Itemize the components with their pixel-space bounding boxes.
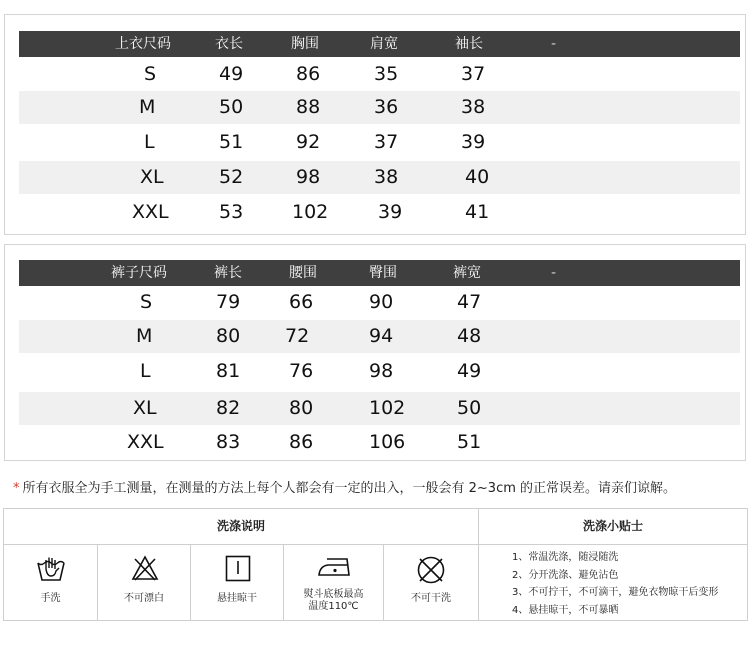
sleeve-cell: 39 (461, 131, 486, 153)
care-label: 悬挂晾干 (217, 593, 257, 604)
measurement-note (13, 477, 676, 496)
care-item-no-bleach (98, 545, 191, 620)
iron-icon (317, 555, 353, 579)
care-item-hang-dry (191, 545, 284, 620)
width-cell: 51 (457, 431, 482, 453)
care-label: 不可干洗 (411, 593, 451, 604)
size-cell: S (140, 291, 153, 313)
no-dry-clean-icon (416, 555, 446, 585)
length-cell: 49 (219, 63, 244, 85)
length-cell: 80 (216, 325, 241, 347)
length-cell: 52 (219, 166, 244, 188)
table-row (19, 161, 740, 194)
table-row (19, 91, 740, 124)
waist-cell: 66 (289, 291, 314, 313)
header-shoulder: 肩宽 (370, 36, 398, 52)
header-length: 衣长 (215, 36, 243, 52)
length-cell: 79 (216, 291, 241, 313)
shoulder-cell: 36 (374, 96, 399, 118)
header-length: 裤长 (214, 265, 242, 281)
washing-title: 洗涤说明 (4, 509, 479, 545)
tip-item: 4、悬挂晾干，不可暴晒 (512, 604, 619, 616)
length-cell: 53 (219, 201, 244, 223)
hand-wash-icon (35, 555, 67, 585)
header-size: 上衣尺码 (115, 36, 171, 52)
care-label: 不可漂白 (124, 593, 164, 604)
top-size-table (4, 14, 746, 235)
no-bleach-icon (131, 555, 159, 581)
length-cell: 82 (216, 397, 241, 419)
size-cell: XXL (127, 431, 164, 453)
sleeve-cell: 37 (461, 63, 486, 85)
hang-dry-icon (225, 555, 251, 583)
table-header (19, 260, 740, 286)
table-row (19, 392, 740, 425)
size-cell: S (144, 63, 157, 85)
waist-cell: 72 (285, 325, 310, 347)
shoulder-cell: 37 (374, 131, 399, 153)
chest-cell: 92 (296, 131, 321, 153)
chest-cell: 86 (296, 63, 321, 85)
care-item-iron (284, 545, 384, 620)
shoulder-cell: 35 (374, 63, 399, 85)
care-item-no-dry-clean (384, 545, 479, 620)
sleeve-cell: 41 (465, 201, 490, 223)
size-cell: XL (133, 397, 157, 419)
table-row (19, 196, 740, 229)
table-row (19, 58, 740, 91)
pants-size-table (4, 244, 746, 461)
width-cell: 47 (457, 291, 482, 313)
tip-item: 1、常温洗涤，随浸随洗 (512, 552, 619, 563)
size-cell: XXL (132, 201, 169, 223)
width-cell: 49 (457, 360, 482, 382)
note-star: * (13, 481, 20, 496)
header-dash: - (551, 36, 557, 52)
hip-cell: 106 (369, 431, 406, 453)
size-cell: L (144, 131, 155, 153)
sleeve-cell: 40 (465, 166, 490, 188)
waist-cell: 76 (289, 360, 314, 382)
note-text: 所有衣服全为手工测量，在测量的方法上每个人都会有一定的出入，一般会有 2~3cm 的正常误差。请亲们谅解。 (22, 481, 677, 496)
table-row (19, 320, 740, 353)
sleeve-cell: 38 (461, 96, 486, 118)
table-header (19, 31, 740, 57)
washing-tips-list (512, 549, 718, 619)
table-row (19, 426, 740, 459)
chest-cell: 102 (292, 201, 329, 223)
size-cell: L (140, 360, 151, 382)
header-chest: 胸围 (291, 36, 319, 52)
care-item-hand-wash (4, 545, 98, 620)
table-row (19, 126, 740, 159)
header-size: 裤子尺码 (111, 265, 167, 281)
size-cell: M (136, 325, 153, 347)
header-width: 裤宽 (453, 265, 481, 281)
waist-cell: 80 (289, 397, 314, 419)
hip-cell: 90 (369, 291, 394, 313)
width-cell: 48 (457, 325, 482, 347)
length-cell: 51 (219, 131, 244, 153)
width-cell: 50 (457, 397, 482, 419)
washing-instructions (3, 508, 748, 621)
care-label: 手洗 (40, 593, 61, 604)
table-row (19, 286, 740, 319)
hip-cell: 98 (369, 360, 394, 382)
care-label-line2: 温度110℃ (308, 601, 359, 612)
tip-item: 2、分开洗涤、避免沾色 (512, 569, 619, 581)
care-label (284, 589, 383, 613)
hip-cell: 94 (369, 325, 394, 347)
header-waist: 腰围 (289, 265, 317, 281)
chest-cell: 98 (296, 166, 321, 188)
washing-tips-title: 洗涤小贴士 (479, 509, 747, 545)
tip-item: 3、不可拧干，不可滴干，避免衣物晾干后变形 (512, 587, 719, 598)
waist-cell: 86 (289, 431, 314, 453)
size-cell: M (139, 96, 156, 118)
table-row (19, 355, 740, 388)
size-cell: XL (140, 166, 164, 188)
header-hip: 臀围 (369, 265, 397, 281)
hip-cell: 102 (369, 397, 406, 419)
shoulder-cell: 39 (378, 201, 403, 223)
length-cell: 81 (216, 360, 241, 382)
header-dash: - (551, 265, 557, 281)
length-cell: 83 (216, 431, 241, 453)
care-label-line1: 熨斗底板最高 (303, 589, 364, 600)
chest-cell: 88 (296, 96, 321, 118)
header-sleeve: 袖长 (455, 36, 483, 52)
shoulder-cell: 38 (374, 166, 399, 188)
length-cell: 50 (219, 96, 244, 118)
